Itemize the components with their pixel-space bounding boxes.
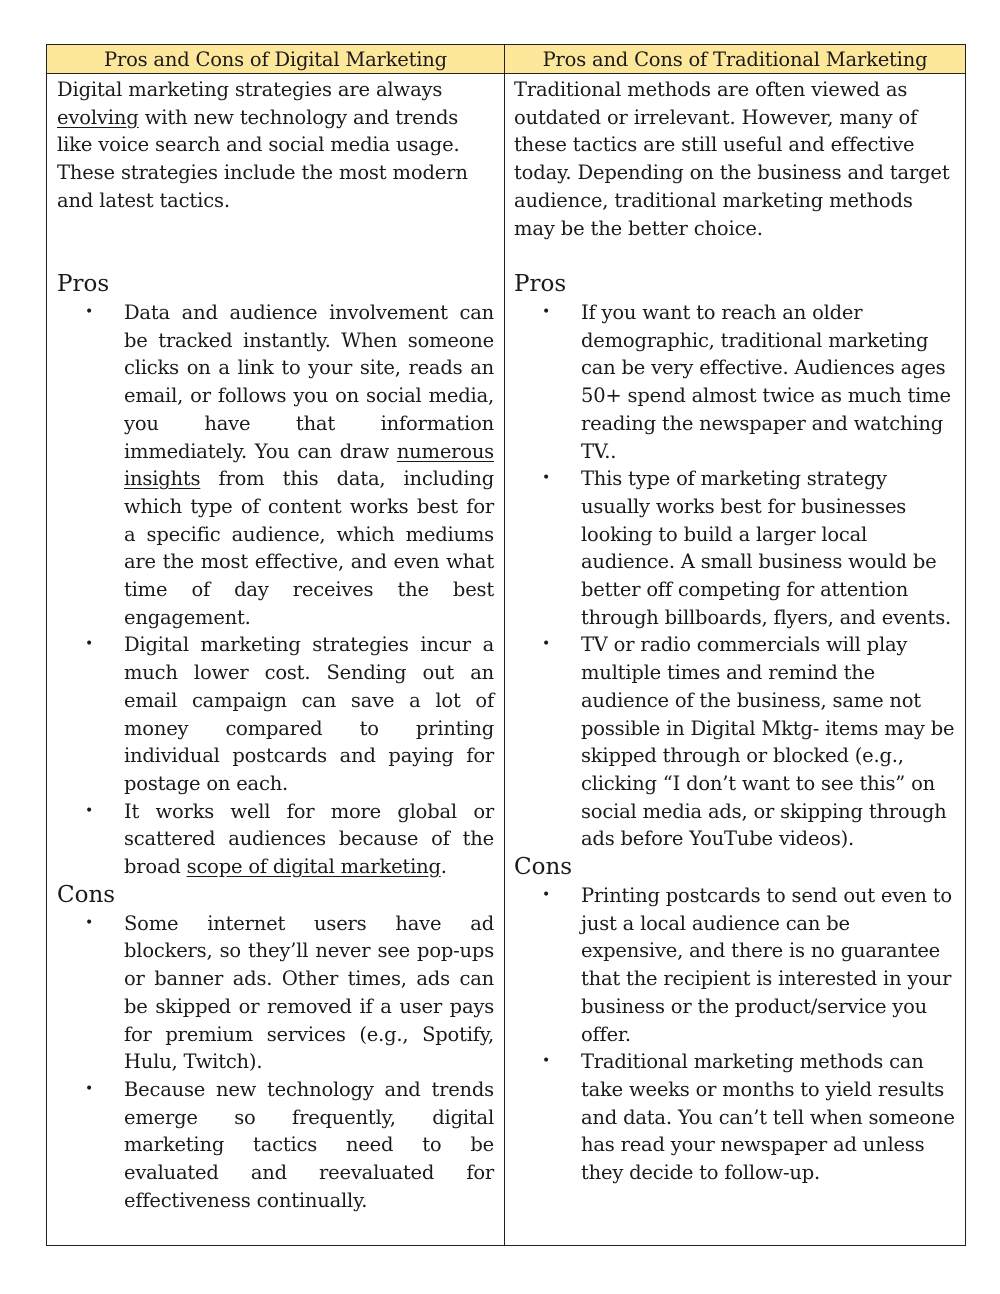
digital-pro-text: It works well for more global or scattered audiences because of the broad xyxy=(124,799,494,879)
digital-pro-item xyxy=(57,798,496,881)
traditional-cons-list xyxy=(514,882,957,1187)
traditional-intro: Traditional methods are often viewed as outdated or irrelevant. However, many of these tactics are still useful and effective today. Depending on the business and target audience, traditional marketing methods may be the better choice. xyxy=(514,78,950,240)
digital-pro-text: . xyxy=(440,855,447,879)
traditional-cons-heading: Cons xyxy=(514,854,573,881)
header-traditional-marketing: Pros and Cons of Traditional Marketing xyxy=(505,45,965,74)
traditional-con-item xyxy=(514,1048,957,1187)
bullet-icon: • xyxy=(85,304,94,320)
traditional-pro-text: If you want to reach an older demographic, traditional marketing can be very effective. Audiences ages 50+ spend almost twice as much time reading the newspaper and watching TV.. xyxy=(581,301,951,463)
bullet-icon: • xyxy=(85,914,94,931)
digital-intro-text-end: with new technology and trends like voice search and social media usage. These strategies include the most modern and latest tactics. xyxy=(57,105,468,212)
bullet-icon: • xyxy=(542,470,551,487)
digital-pros-list xyxy=(57,299,496,881)
traditional-pro-item xyxy=(514,299,957,465)
digital-pro-text: Data and audience involvement can be tracked instantly. When someone clicks on a link to your site, reads an email, or follows you on social media, you have that information immediately. You can draw xyxy=(124,301,494,463)
traditional-pros-heading: Pros xyxy=(514,271,567,297)
traditional-con-item xyxy=(514,882,957,1048)
bullet-icon: • xyxy=(542,636,551,653)
digital-intro xyxy=(57,76,496,270)
traditional-pros-list xyxy=(514,299,957,853)
bullet-icon: • xyxy=(85,636,94,653)
digital-pros-heading: Pros xyxy=(57,271,110,297)
traditional-pro-item xyxy=(514,631,957,853)
header-digital-marketing: Pros and Cons of Digital Marketing xyxy=(47,45,505,74)
digital-cons-heading: Cons xyxy=(57,881,116,908)
numerous-insights-link[interactable]: numerous insights xyxy=(124,439,494,491)
bullet-icon: • xyxy=(85,1080,94,1097)
digital-pro-item xyxy=(57,299,496,631)
traditional-pro-text: This type of marketing strategy usually works best for businesses looking to build a larger local audience. A small business would be better off competing for attention through billboards, flyers, and events. xyxy=(581,467,952,629)
digital-con-text: Because new technology and trends emerge so frequently, digital marketing tactics need to be evaluated and reevaluated for effectiveness continually. xyxy=(124,1077,494,1212)
evolving-link[interactable]: evolving xyxy=(57,105,139,129)
digital-con-item xyxy=(57,910,496,1076)
traditional-con-text: Traditional marketing methods can take weeks or months to yield results and data. You can’t tell when someone has read your newspaper ad unless they decide to follow-up. xyxy=(581,1050,955,1185)
comparison-table xyxy=(46,44,966,1246)
digital-pro-text: from this data, including which type of content works best for a specific audience, which mediums are the most effective, and even what time of day receives the best engagement. xyxy=(124,467,494,629)
bullet-icon: • xyxy=(85,802,94,819)
traditional-con-text: Printing postcards to send out even to just a local audience can be expensive, and there is no guarantee that the recipient is interested in your business or the product/service you offer. xyxy=(581,884,952,1046)
traditional-pro-item xyxy=(514,465,957,631)
digital-con-item xyxy=(57,1076,496,1215)
digital-intro-text-start: Digital marketing strategies are always xyxy=(57,78,443,101)
traditional-pro-text: TV or radio commercials will play multiple times and remind the audience of the business, same not possible in Digital Mktg- items may be skipped through or blocked (e.g., clicking “I don’t want to see this” on social media ads, or skipping through ads before YouTube videos). xyxy=(581,633,955,851)
traditional-marketing-column xyxy=(505,74,965,1245)
bullet-icon: • xyxy=(542,887,551,904)
scope-of-digital-marketing-link[interactable]: scope of digital marketing xyxy=(186,855,441,879)
digital-marketing-column xyxy=(47,74,505,1245)
digital-cons-list xyxy=(57,910,496,1215)
bullet-icon: • xyxy=(542,1053,551,1070)
bullet-icon: • xyxy=(542,304,551,320)
digital-pro-item xyxy=(57,631,496,797)
digital-pro-text: Digital marketing strategies incur a much lower cost. Sending out an email campaign can save a lot of money compared to printing individual postcards and paying for postage on each. xyxy=(124,633,494,795)
digital-con-text: Some internet users have ad blockers, so they’ll never see pop-ups or banner ads. Other times, ads can be skipped or removed if a user pays for premium services (e.g., Spotify, Hulu, Twitch). xyxy=(124,911,494,1074)
